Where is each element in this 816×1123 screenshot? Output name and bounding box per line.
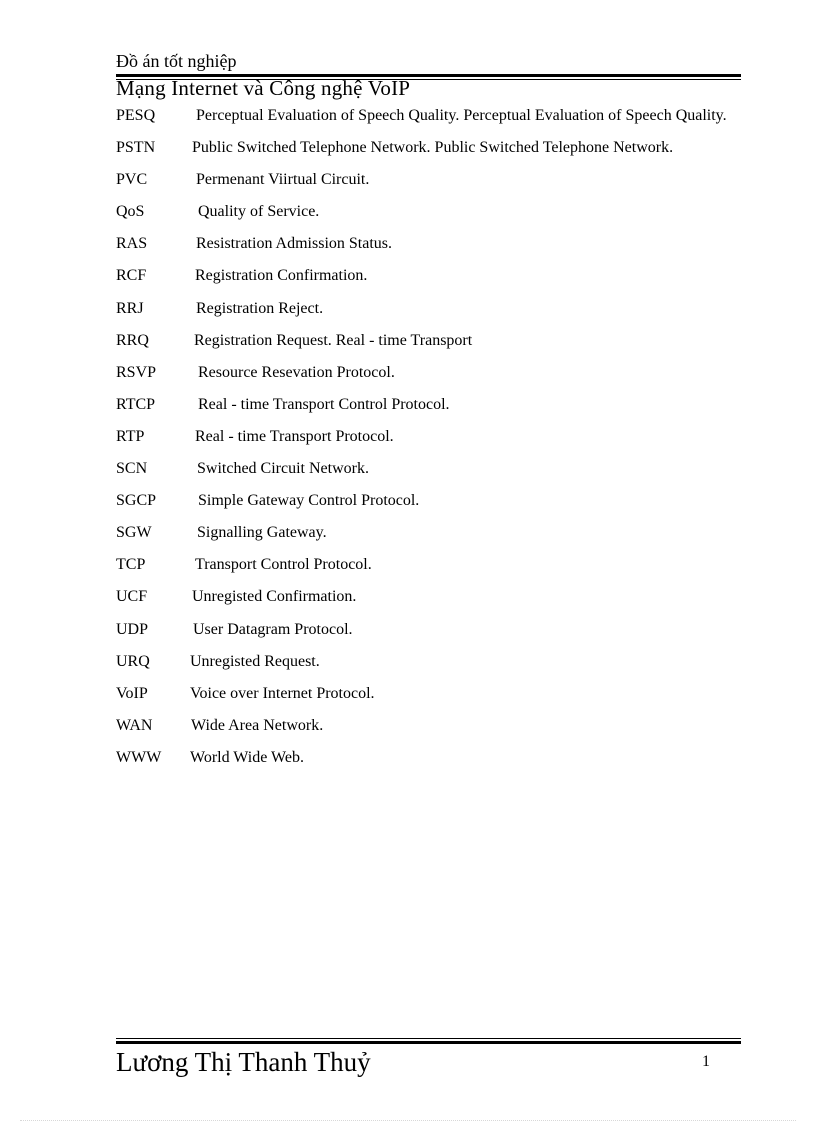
abbreviation-definition: World Wide Web. [190, 748, 304, 766]
abbreviation-entry [116, 517, 741, 549]
abbreviation-definition: Unregisted Confirmation. [192, 588, 357, 606]
abbreviation-definition: Real - time Transport Control Protocol. [198, 395, 450, 413]
abbreviation-entry [116, 710, 741, 742]
page-number: 1 [702, 1053, 710, 1070]
abbreviation-entry [116, 678, 741, 710]
abbreviation-entry [116, 421, 741, 453]
abbreviation-definition: Public Switched Telephone Network. Public Switched Telephone Network. [192, 139, 674, 157]
abbreviation-definition: Wide Area Network. [191, 716, 324, 734]
abbreviation-list [116, 100, 741, 774]
abbreviation-entry [116, 453, 741, 485]
abbreviation-definition: Transport Control Protocol. [195, 556, 372, 574]
abbreviation-entry [116, 485, 741, 517]
abbreviation-term: UCF [116, 588, 148, 606]
abbreviation-term: PSTN [116, 139, 156, 157]
abbreviation-definition: Perceptual Evaluation of Speech Quality. Perceptual Evaluation of Speech Quality. [196, 107, 727, 124]
footer-rule-thin [116, 1038, 741, 1039]
abbreviation-definition: Simple Gateway Control Protocol. [198, 492, 420, 510]
abbreviation-definition: User Datagram Protocol. [193, 620, 353, 638]
abbreviation-term: UDP [116, 620, 149, 638]
abbreviation-entry [116, 646, 741, 678]
abbreviation-entry [116, 581, 741, 613]
abbreviation-term: WAN [116, 716, 153, 734]
abbreviation-term: URQ [116, 652, 150, 670]
abbreviation-term: PVC [116, 171, 148, 189]
abbreviation-entry [116, 742, 741, 774]
page-header-title: Đồ án tốt nghiệp [116, 51, 237, 71]
abbreviation-definition: Registration Reject. [196, 299, 324, 317]
abbreviation-entry [116, 357, 741, 389]
abbreviation-term: RAS [116, 235, 148, 253]
abbreviation-entry [116, 228, 741, 260]
abbreviation-term: RRJ [116, 299, 144, 317]
footer-rule-thick [116, 1041, 741, 1044]
abbreviation-term: QoS [116, 203, 145, 221]
abbreviation-definition: Real - time Transport Protocol. [195, 427, 394, 445]
abbreviation-definition: Unregisted Request. [190, 652, 320, 670]
abbreviation-definition: Switched Circuit Network. [197, 460, 369, 478]
abbreviation-definition: Permenant Viirtual Circuit. [196, 171, 370, 189]
abbreviation-definition: Resource Resevation Protocol. [198, 363, 395, 381]
abbreviation-definition: Resistration Admission Status. [196, 235, 393, 253]
abbreviation-entry [116, 614, 741, 646]
abbreviation-term: RTCP [116, 395, 156, 413]
abbreviation-entry [116, 196, 741, 228]
abbreviation-term: RCF [116, 267, 147, 285]
abbreviation-definition: Registration Request. Real - time Transport [194, 331, 473, 349]
abbreviation-term: RTP [116, 427, 145, 445]
abbreviation-entry [116, 164, 741, 196]
abbreviation-term: VoIP [116, 684, 148, 702]
abbreviation-term: RSVP [116, 363, 157, 381]
abbreviation-definition: Quality of Service. [198, 203, 320, 221]
abbreviation-entry [116, 325, 741, 357]
abbreviation-term: SGCP [116, 492, 157, 510]
abbreviation-entry [116, 100, 741, 132]
abbreviation-term: SCN [116, 460, 148, 478]
abbreviation-term: SGW [116, 524, 152, 542]
abbreviation-term: RRQ [116, 331, 149, 349]
abbreviation-term: TCP [116, 556, 146, 574]
abbreviation-entry [116, 132, 741, 164]
abbreviation-entry [116, 389, 741, 421]
abbreviation-entry [116, 293, 741, 325]
abbreviation-definition: Signalling Gateway. [197, 524, 327, 542]
abbreviation-entry [116, 549, 741, 581]
page-edge [20, 1120, 796, 1121]
abbreviation-term: PESQ [116, 107, 156, 124]
page-header-subtitle: Mạng Internet và Công nghệ VoIP [116, 76, 411, 100]
abbreviation-entry [116, 260, 741, 292]
abbreviation-definition: Registration Confirmation. [195, 267, 368, 285]
abbreviation-definition: Voice over Internet Protocol. [190, 684, 375, 702]
footer-author: Lương Thị Thanh Thuỷ [116, 1047, 371, 1077]
abbreviation-term: WWW [116, 748, 162, 766]
